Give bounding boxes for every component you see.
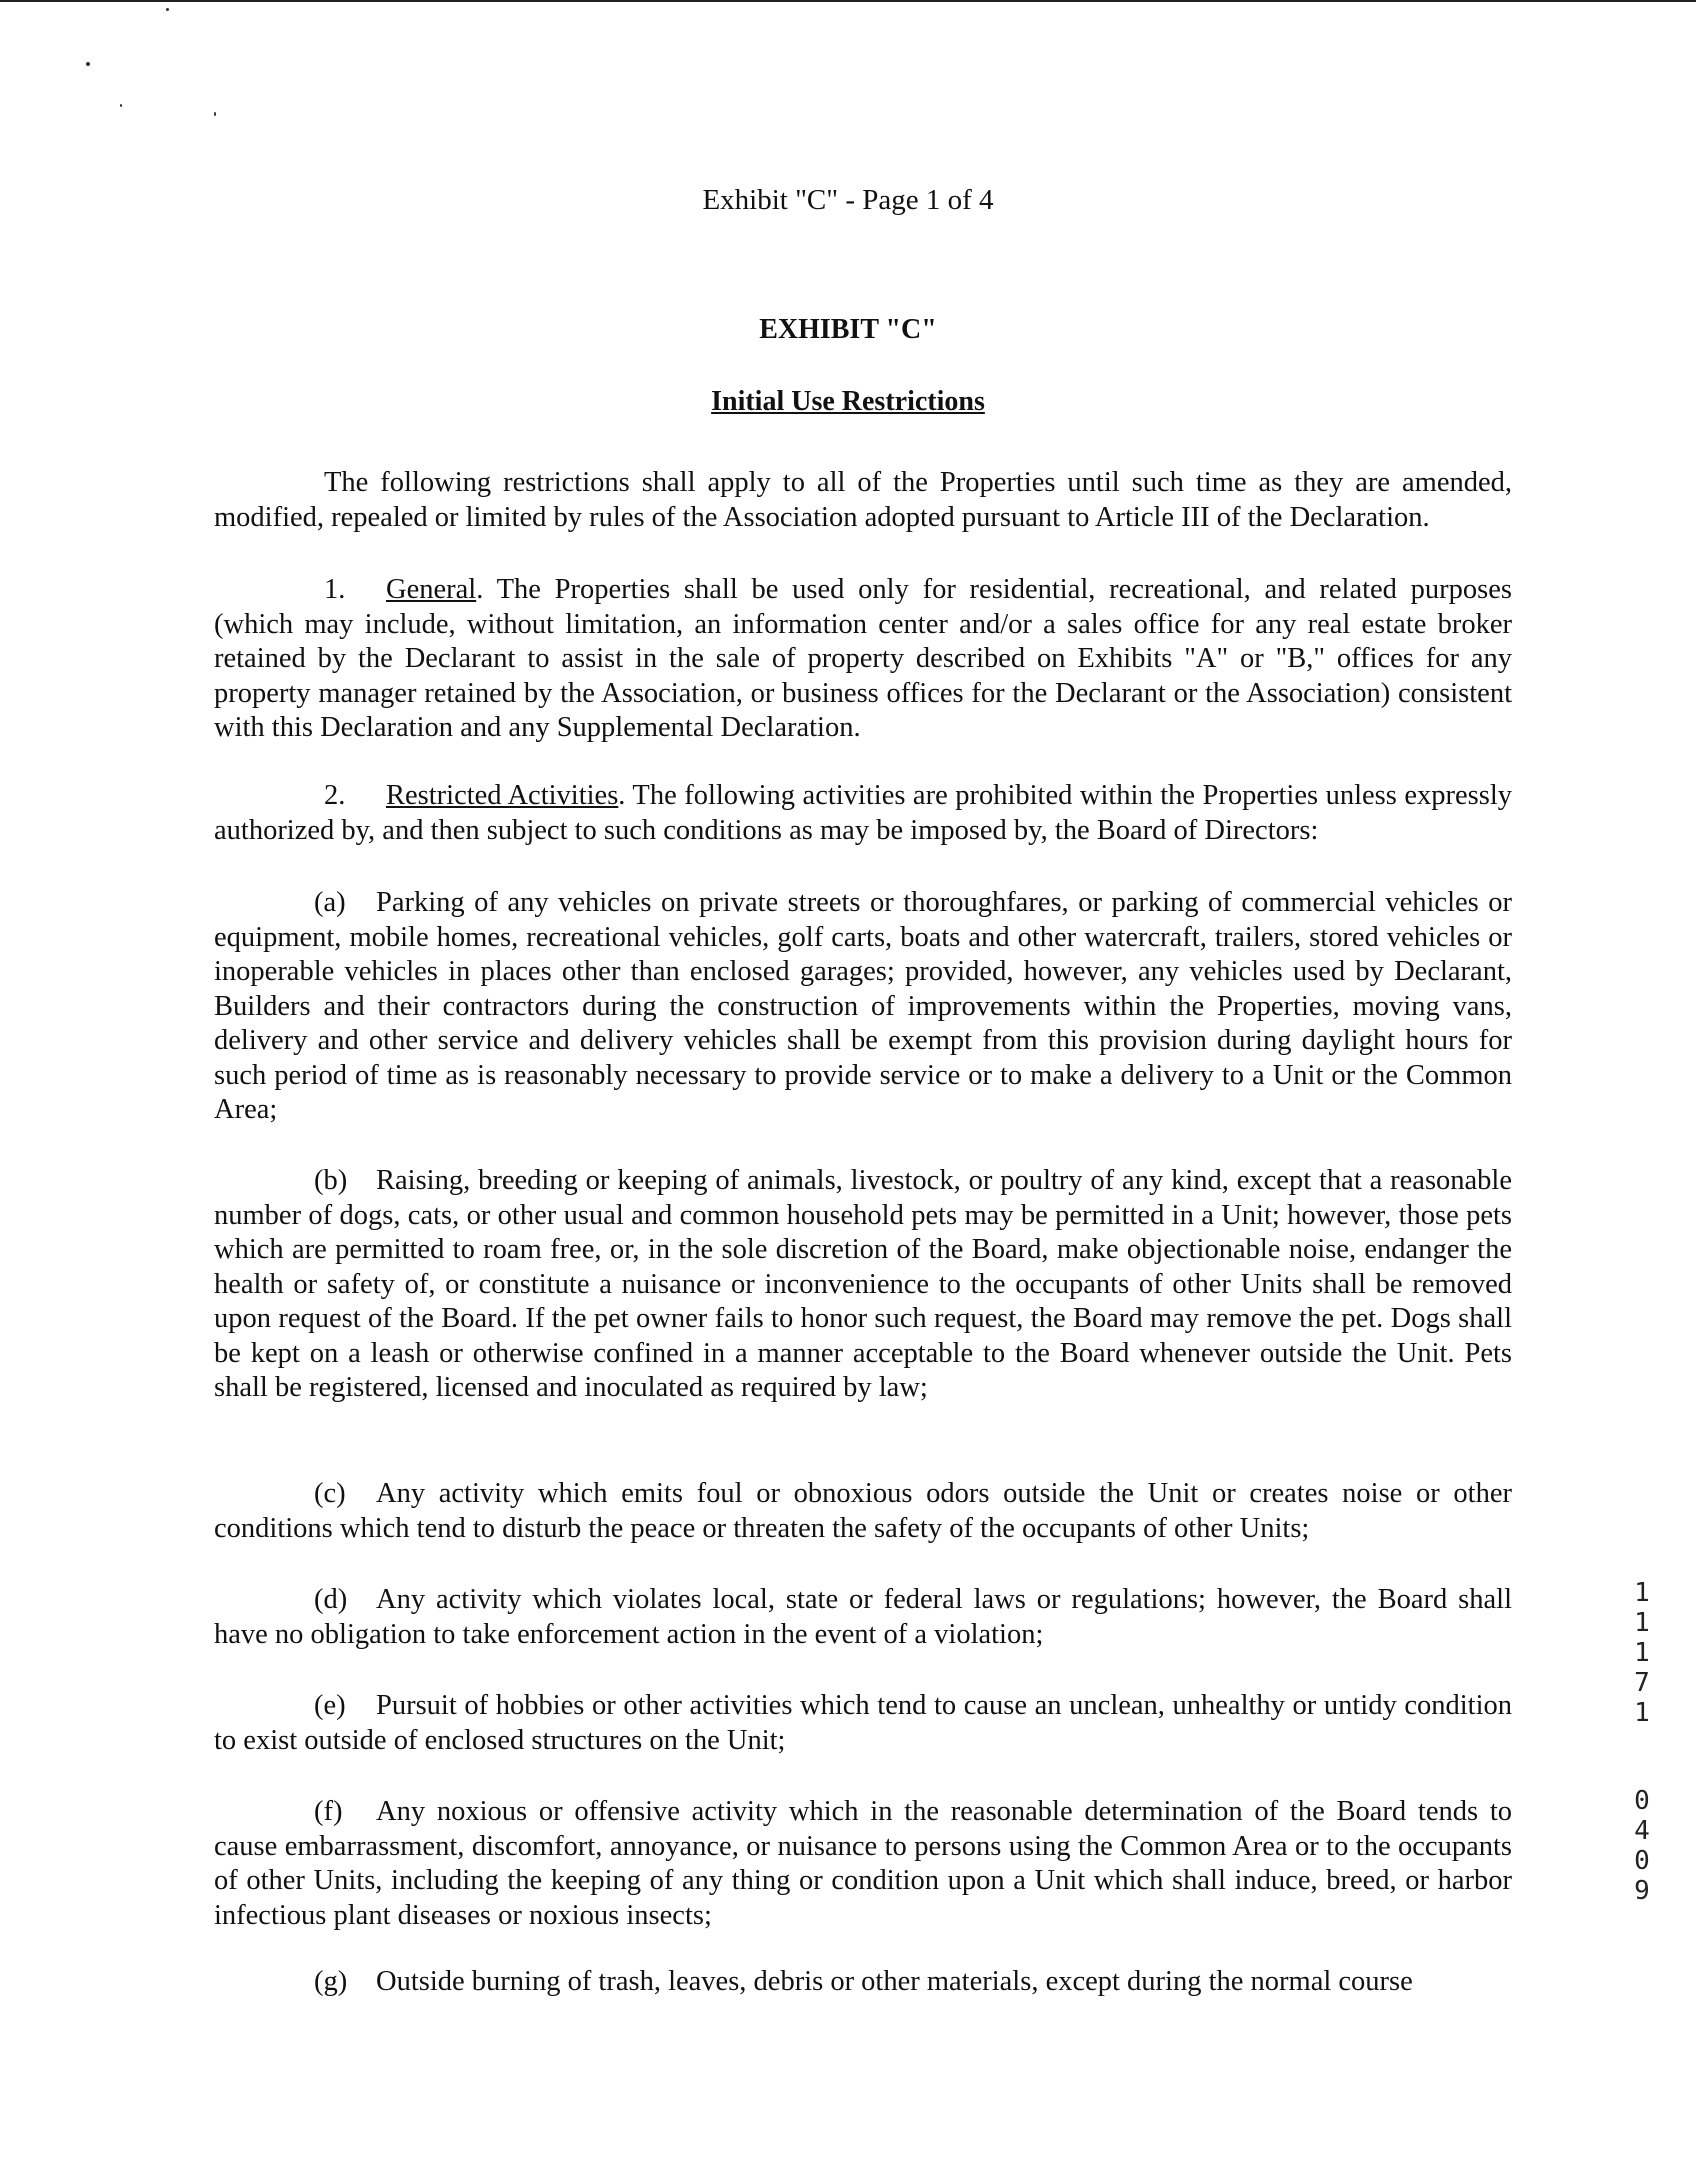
item-text: Parking of any vehicles on private streets or thoroughfares, or parking of commercial vehicles or equipment, mobile homes, recreational vehicles, golf carts, boats and other watercraft, trailers, stored vehicles or inoperable vehicles in places other than enclosed garages; provided, however, any vehicles used by Declarant, Builders and their contractors during the construction of improvements within the Properties, moving vans, delivery and other service and delivery vehicles shall be exempt from this provision during daylight hours for such period of time as is reasonably necessary to provide service or to make a delivery to a Unit or the Common Area; [214,887,1512,1125]
section-heading: Restricted Activities [386,780,619,811]
item-marker: (a) [314,887,346,918]
scan-speck [86,62,90,66]
section-heading: General [386,574,477,605]
exhibit-title: EXHIBIT "C" [759,314,937,345]
item-text: Raising, breeding or keeping of animals, livestock, or poultry of any kind, except that a reasonable number of dogs, cats, or other usual and common household pets may be permitted in a Unit; however, those pets which are permitted to roam free, or, in the sole discretion of the Board, make objectionable noise, endanger the health or safety of, or constitute a nuisance or inconvenience to the occupants of other Units shall be removed upon request of the Board. If the pet owner fails to honor such request, the Board may remove the pet. Dogs shall be kept on a leash or otherwise confined in a manner acceptable to the Board whenever outside the Unit. Pets shall be registered, licensed and inoculated as required by law; [214,1165,1512,1403]
item-e [214,1689,1512,1758]
scan-speck [120,104,122,107]
section-text: . The Properties shall be used only for residential, recreational, and related purposes (which may include, without limitation, an information center and/or a sales office for any real estate broker retained by the Declarant to assist in the sale of property described on Exhibits "A" or "B," offices for any property manager retained by the Association, or business offices for the Declarant or the Association) consistent with this Declaration and any Supplemental Declaration. [214,574,1512,743]
margin-stamp-lower [1632,1786,1652,1906]
item-f [214,1795,1512,1933]
margin-stamp-lower-text: 0 4 0 9 [1634,1786,1650,1906]
item-text: Pursuit of hobbies or other activities which tend to cause an unclean, unhealthy or untidy condition to exist outside of enclosed structures on the Unit; [214,1690,1512,1756]
scan-top-edge [0,0,1696,2]
item-g [214,1965,1512,2000]
intro-paragraph [214,466,1512,535]
item-marker: (e) [314,1690,346,1721]
item-text: Any activity which emits foul or obnoxious odors outside the Unit or creates noise or other conditions which tend to disturb the peace or threaten the safety of the occupants of other Units; [214,1478,1512,1544]
item-marker: (d) [314,1584,348,1615]
item-text: Any activity which violates local, state or federal laws or regulations; however, the Board shall have no obligation to take enforcement action in the event of a violation; [214,1584,1512,1650]
page-header: Exhibit "C" - Page 1 of 4 [702,184,994,216]
item-marker: (g) [314,1966,348,1997]
item-marker: (b) [314,1165,348,1196]
item-c [214,1477,1512,1546]
scan-speck [166,8,169,11]
section-number: 2. [324,780,346,811]
item-b [214,1164,1512,1406]
section-number: 1. [324,574,346,605]
item-marker: (c) [314,1478,346,1509]
section-general [214,573,1512,746]
intro-text: The following restrictions shall apply to all of the Properties until such time as they are amended, modified, repealed or limited by rules of the Association adopted pursuant to Article III of the Declaration. [214,467,1512,533]
margin-stamp-upper-text: 1 1 1 7 1 [1634,1578,1650,1728]
item-text: Outside burning of trash, leaves, debris or other materials, except during the normal course [376,1966,1413,1997]
item-marker: (f) [314,1796,343,1827]
item-text: Any noxious or offensive activity which in the reasonable determination of the Board tends to cause embarrassment, discomfort, annoyance, or nuisance to persons using the Common Area or to the occupants of other Units, including the keeping of any thing or condition upon a Unit which shall induce, breed, or harbor infectious plant diseases or noxious insects; [214,1796,1512,1931]
margin-stamp-upper [1632,1578,1652,1728]
item-a [214,886,1512,1128]
section-restricted-activities [214,779,1512,848]
scan-speck [214,112,216,116]
item-d [214,1583,1512,1652]
section-text: . The following activities are prohibited within the Properties unless expressly authorized by, and then subject to such conditions as may be imposed by, the Board of Directors: [214,780,1512,846]
exhibit-subtitle: Initial Use Restrictions [711,386,985,417]
